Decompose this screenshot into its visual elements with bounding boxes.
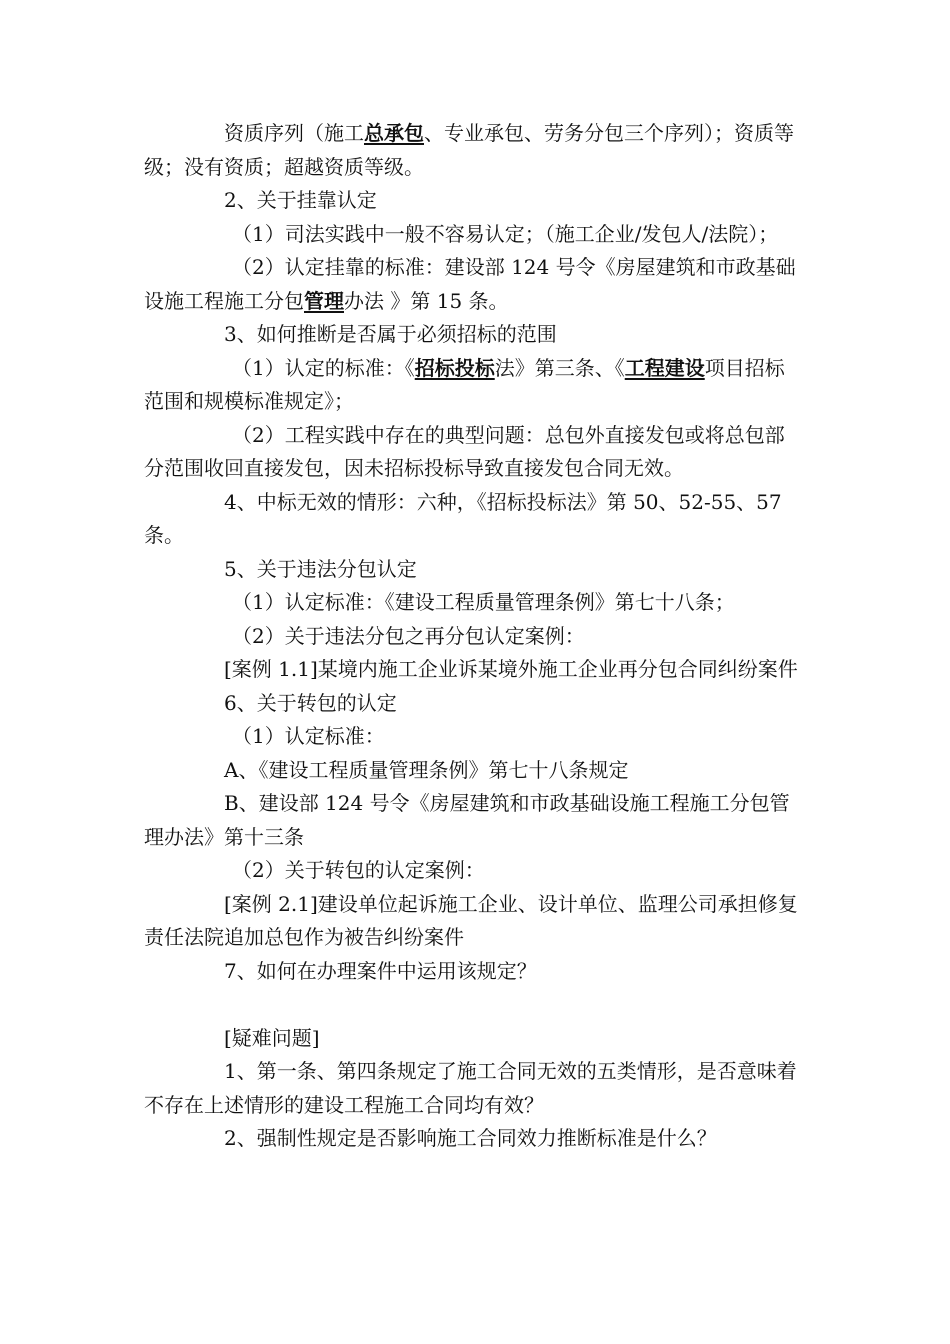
paragraph: 7、如何在办理案件中运用该规定？ — [224, 958, 537, 983]
paragraph: [疑难问题] — [224, 1025, 320, 1050]
keyword-link[interactable]: 招标投标 — [414, 355, 495, 380]
paragraph: 3、如何推断是否属于必须招标的范围 — [224, 322, 557, 346]
paragraph: （2）工程实践中存在的典型问题：总包外直接发包或将总包部分范围收回直接发包，因未招标投标导致直接发包合同无效。 — [144, 422, 785, 480]
paragraph: 2、关于挂靠认定 — [224, 188, 377, 212]
paragraph: [案例 2.1]建设单位起诉施工企业、设计单位、监理公司承担修复责任法院追加总包作为被告纠纷案件 — [144, 891, 798, 949]
paragraph: （1）认定标准： — [232, 724, 385, 748]
text-run: 、专业承包、劳务分包三个序列）；资质等级；没有资质；超越资质等级。 — [144, 121, 794, 179]
text-run: 法》第三条、《 — [494, 355, 625, 380]
paragraph: 4、中标无效的情形：六种，《招标投标法》第 50、52-55、57 条。 — [144, 489, 782, 547]
keyword-link[interactable]: 管理 — [304, 288, 344, 313]
paragraph: 2、强制性规定是否影响施工合同效力推断标准是什么？ — [224, 1126, 717, 1150]
paragraph: 1、第一条、第四条规定了施工合同无效的五类情形，是否意味着不存在上述情形的建设工程施工合同均有效？ — [144, 1059, 797, 1117]
text-run: （2）认定挂靠的标准：建设部 124 号令《房屋建筑和市政基础设施工程施工分包 — [144, 255, 796, 313]
paragraph — [144, 117, 804, 184]
paragraph: （2）关于转包的认定案例： — [232, 858, 485, 882]
paragraph: （1）认定标准：《建设工程质量管理条例》第七十八条； — [232, 590, 735, 614]
blank-line — [144, 988, 804, 1022]
document-body — [144, 117, 804, 1156]
paragraph — [144, 251, 804, 318]
paragraph: [案例 1.1]某境内施工企业诉某境外施工企业再分包合同纠纷案件 — [224, 657, 798, 681]
text-run: （1）认定的标准：《 — [232, 355, 415, 380]
paragraph: （2）关于违法分包之再分包认定案例： — [232, 623, 585, 648]
paragraph: A、《建设工程质量管理条例》第七十八条规定 — [224, 757, 629, 782]
text-run: 资质序列（施工 — [224, 121, 364, 145]
paragraph: 5、关于违法分包认定 — [224, 556, 417, 581]
text-run: 办法 》第 15 条。 — [344, 288, 509, 313]
paragraph: 6、关于转包的认定 — [224, 690, 397, 715]
paragraph: （1）司法实践中一般不容易认定；（施工企业/发包人/法院）； — [232, 221, 779, 246]
paragraph — [144, 352, 804, 419]
paragraph: B、建设部 124 号令《房屋建筑和市政基础设施工程施工分包管理办法》第十三条 — [144, 791, 790, 849]
text-run: 项目招标范围和规模标准规定》； — [144, 355, 785, 413]
keyword-link[interactable]: 工程建设 — [624, 355, 705, 380]
keyword-link[interactable]: 总承包 — [364, 121, 424, 145]
